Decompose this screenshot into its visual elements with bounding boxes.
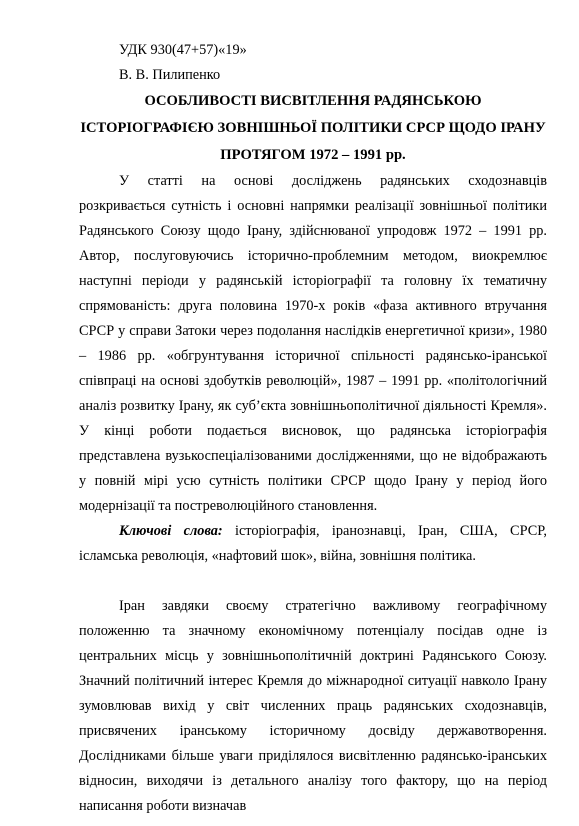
- title-line-3: ПРОТЯГОМ 1972 – 1991 рр.: [220, 147, 406, 163]
- body-paragraph: Іран завдяки своєму стратегічно важливому географічному положенню та значному економічному потенціалу посідав одне із центральних місць у зовнішньополітичній доктрині Радянського Союзу. Значний політичний інтерес Кремля до міжнародної ситуації навколо Ірану зумовлював вихід у світ численних праць радянських сходознавців, присвячених іранському історичному досвіду державотворення. Дослідниками більше уваги приділялося висвітленню радянсько-іранських відносин, виходячи із детального аналізу того фактору, що на період написання роботи визначав: [79, 598, 547, 814]
- author-name: В. В. Пилипенко: [119, 67, 221, 83]
- keywords-paragraph: [79, 519, 547, 569]
- article-page: [79, 38, 547, 819]
- section-gap: [79, 569, 547, 594]
- article-title: [79, 88, 547, 169]
- keywords-text: історіографія, іранознавці, Іран, США, СРСР, ісламська революція, «нафтовий шок», війна, зовнішня політика.: [79, 523, 547, 564]
- keywords-label: Ключові слова:: [119, 523, 223, 539]
- abstract-paragraph: У статті на основі досліджень радянських сходознавців розкривається сутність і основні напрямки реалізації зовнішньої політики Радянського Союзу щодо Ірану, здійснюваної упродовж 1972 – 1991 рр. Автор, послуговуючись історично-проблемним методом, виокремлює наступні періоди у радянській історіографії та головну їх тематичну спрямованість: друга половина 1970-х років «фаза активного втручання СРСР у справи Затоки через подолання наслідків енергетичної кризи», 1980 – 1986 рр. «обгрунтування історичної спільності радянсько-іранської співпраці на основі здобутків революцій», 1987 – 1991 рр. «політологічний аналіз розвитку Ірану, як суб’єкта зовнішньополітичної діяльності Кремля». У кінці роботи подається висновок, що радянська історіографія представлена вузькоспеціалізованими дослідженнями, що не відображають у повній мірі усю сутність політики СРСР щодо Ірану у період його модернізації та постреволюційного становлення.: [79, 173, 547, 514]
- udc-code: УДК 930(47+57)«19»: [119, 42, 247, 58]
- title-line-2: ІСТОРІОГРАФІЄЮ ЗОВНІШНЬОЇ ПОЛІТИКИ СРСР ЩОДО ІРАНУ: [80, 120, 546, 136]
- title-line-1: ОСОБЛИВОСТІ ВИСВІТЛЕННЯ РАДЯНСЬКОЮ: [144, 93, 482, 109]
